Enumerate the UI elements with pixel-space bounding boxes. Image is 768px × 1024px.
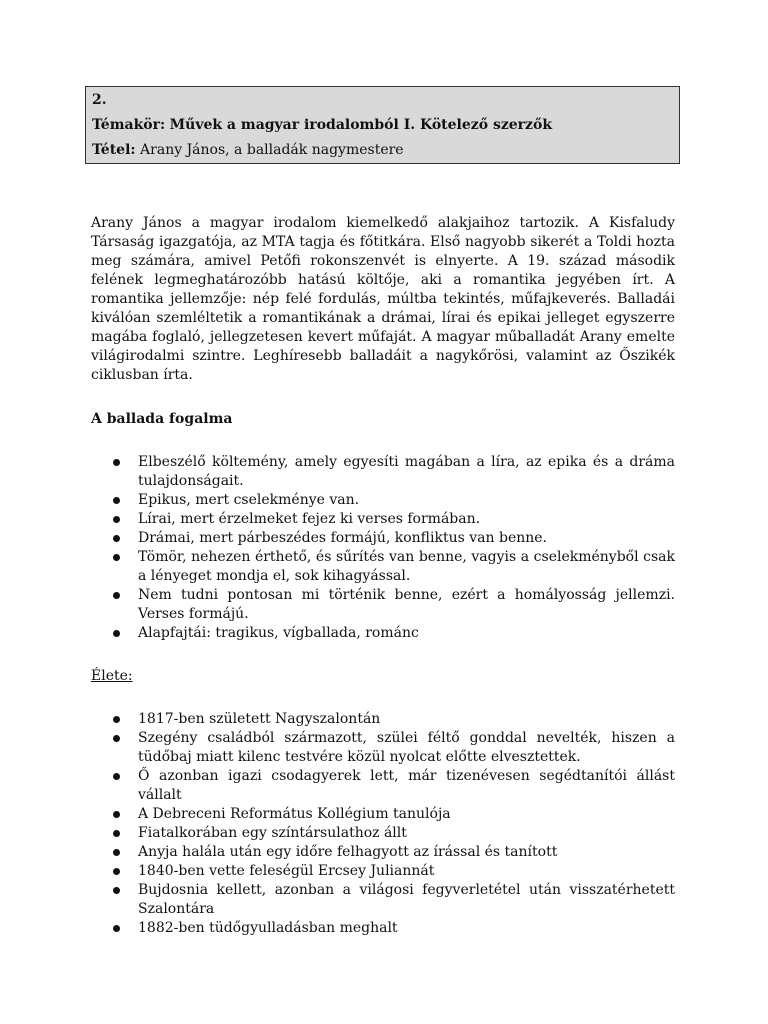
list-item <box>91 510 675 529</box>
list-item-text: Drámai, mert párbeszédes formájú, konfliktus van benne. <box>138 530 547 546</box>
intro-paragraph: Arany János a magyar irodalom kiemelkedő alakjaihoz tartozik. A Kisfaludy Társaság igazgatója, az MTA tagja és főtitkára. Első nagyobb sikerét a Toldi hozta meg számára, amivel Petőfi rokonszenvét is elnyerte. A 19. század második felének legmeghatározóbb hatású költője, aki a romantika jegyében írt. A romantika jellemzője: nép felé fordulás, múltba tekintés, műfajkeverés. Balladái kiválóan szemléltetik a romantikának a drámai, lírai és epikai jelleget egyszerre magába foglaló, jellegzetesen kevert műfaját. A magyar műballadát Arany emelte világirodalmi szintre. Leghíresebb balladáit a nagykőrösi, valamint az Őszikék ciklusban írta. <box>91 215 675 383</box>
bullet-icon <box>113 535 120 542</box>
list-item-text: 1882-ben tüdőgyulladásban meghalt <box>138 920 398 936</box>
thesis-label: Tétel: <box>92 142 136 158</box>
bullet-icon <box>113 868 120 875</box>
bullet-icon <box>113 849 120 856</box>
bullet-icon <box>113 925 120 932</box>
bullet-icon <box>113 811 120 818</box>
list-item-text: 1840-ben vette feleségül Ercsey Juliannát <box>138 863 435 879</box>
list-item <box>91 453 675 491</box>
list-item-text: Elbeszélő költemény, amely egyesíti magában a líra, az epika és a dráma tulajdonságait. <box>138 454 675 489</box>
bullet-icon <box>113 592 120 599</box>
list-item <box>91 624 675 643</box>
list-item <box>91 767 675 805</box>
bullet-icon <box>113 554 120 561</box>
list-item <box>91 824 675 843</box>
list-item <box>91 862 675 881</box>
list-item <box>91 491 675 510</box>
thesis-number: 2. <box>92 92 107 108</box>
topic-label: Témakör: <box>92 117 166 133</box>
list-item-text: 1817-ben született Nagyszalontán <box>138 711 381 727</box>
thesis-header-box <box>85 86 680 164</box>
list-item <box>91 529 675 548</box>
list-item <box>91 805 675 824</box>
list-item-text: Fiatalkorában egy színtársulathoz állt <box>138 825 407 841</box>
list-item-text: Lírai, mert érzelmeket fejez ki verses formában. <box>138 511 481 527</box>
list-item <box>91 710 675 729</box>
intro-paragraph-container <box>91 214 675 385</box>
list-item-text: Tömör, nehezen érthető, és sűrítés van benne, vagyis a cselekményből csak a lényeget mondja el, sok kihagyással. <box>138 549 675 584</box>
list-item-text: Szegény családból származott, szülei féltő gonddal nevelték, hiszen a tüdőbaj miatt kilenc testvére közül nyolcat előtte elvesztettek. <box>138 730 675 765</box>
ballada-heading: A ballada fogalma <box>91 411 233 427</box>
list-item <box>91 843 675 862</box>
bullet-icon <box>113 516 120 523</box>
list-item-text: Bujdosnia kellett, azonban a világosi fegyverletétel után visszatérhetett Szalontára <box>138 882 675 917</box>
bullet-icon <box>113 459 120 466</box>
elete-heading: Élete: <box>91 668 133 684</box>
thesis-line <box>92 139 673 164</box>
bullet-icon <box>113 773 120 780</box>
bullet-icon <box>113 630 120 637</box>
list-item-text: Anyja halála után egy időre felhagyott az írással és tanított <box>138 844 558 860</box>
list-item-text: Ő azonban igazi csodagyerek lett, már tizenévesen segédtanítói állást vállalt <box>138 768 675 803</box>
topic-line <box>92 114 673 139</box>
elete-list <box>91 710 675 938</box>
bullet-icon <box>113 497 120 504</box>
bullet-icon <box>113 735 120 742</box>
list-item <box>91 919 675 938</box>
list-item-text: Alapfajtái: tragikus, vígballada, románc <box>138 625 419 641</box>
bullet-icon <box>113 887 120 894</box>
list-item <box>91 881 675 919</box>
thesis-value: Arany János, a balladák nagymestere <box>140 142 404 158</box>
bullet-icon <box>113 716 120 723</box>
list-item <box>91 729 675 767</box>
bullet-icon <box>113 830 120 837</box>
topic-value: Művek a magyar irodalomból I. Kötelező szerzők <box>169 117 553 133</box>
list-item-text: Nem tudni pontosan mi történik benne, ezért a homályosság jellemzi. Verses formájú. <box>138 587 675 622</box>
list-item-text: A Debreceni Református Kollégium tanulója <box>138 806 451 822</box>
ballada-list <box>91 453 675 643</box>
list-item <box>91 586 675 624</box>
list-item-text: Epikus, mert cselekménye van. <box>138 492 360 508</box>
list-item <box>91 548 675 586</box>
